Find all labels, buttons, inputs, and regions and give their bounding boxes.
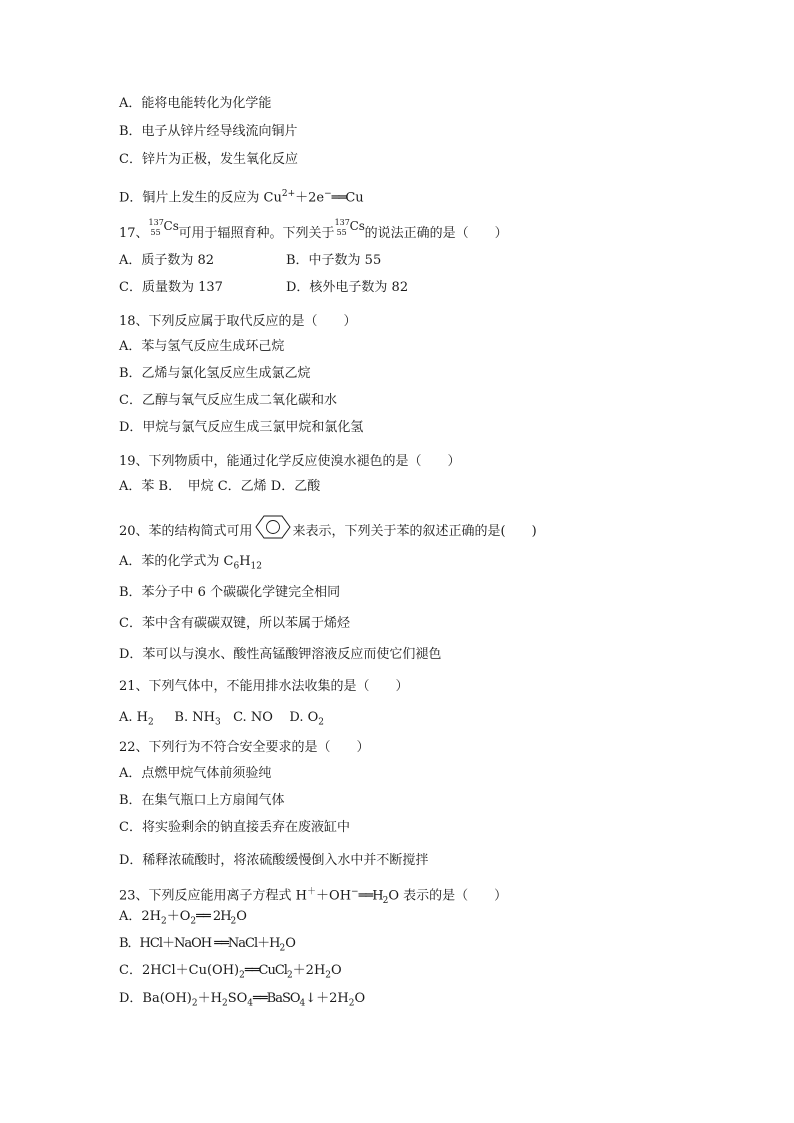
- cs-nuclide-symbol-2: [334, 218, 365, 242]
- benzene-ring-icon: [254, 514, 292, 545]
- q23-a-3: 2: [190, 916, 197, 927]
- q21-option-d: [289, 710, 325, 728]
- q23-d-6: ══BaSO: [253, 991, 300, 1006]
- q23-c-2: ══CuCl: [244, 963, 287, 978]
- q23-b-0: B．HCl＋NaOH ══NaCl＋H: [119, 936, 280, 951]
- q23-stem-sup2: −: [351, 887, 359, 897]
- q17-number: 17、: [119, 226, 149, 241]
- q20-a-prefix: A．苯的化学式为 C: [119, 554, 234, 569]
- q23-d-9: 2: [348, 998, 355, 1009]
- q20-option-c: C．苯中含有碳碳双键，所以苯属于烯烃: [119, 616, 350, 631]
- q23-b-2: O: [285, 936, 296, 951]
- q17-option-b: B．中子数为 55: [286, 253, 382, 268]
- q23-d-4: SO: [227, 991, 248, 1006]
- q21-b-sub: 3: [214, 717, 221, 728]
- q17-option-d: D．核外电子数为 82: [286, 280, 409, 295]
- q22-option-b: B．在集气瓶口上方扇闻气体: [119, 793, 285, 808]
- nuclide-mass-number: 137: [148, 218, 164, 227]
- q23-a-1: 2: [161, 916, 167, 927]
- q18-stem: 18、下列反应属于取代反应的是（ ）: [119, 314, 357, 329]
- q23-d-2: ＋H: [197, 991, 222, 1006]
- q23-option-b: [119, 936, 296, 957]
- q23-d-3: 2: [221, 998, 228, 1009]
- q23-c-4: ＋2H: [292, 963, 326, 978]
- q20-a-h: H: [239, 554, 251, 569]
- q16-option-c: C．锌片为正极，发生氧化反应: [119, 152, 298, 167]
- q20-a-sub1: 6: [233, 561, 240, 572]
- q16-option-a: A．能将电能转化为化学能: [119, 96, 272, 111]
- q18-option-b: B．乙烯与氯化氢反应生成氯乙烷: [119, 366, 311, 381]
- q19-stem: 19、下列物质中，能通过化学反应使溴水褪色的是（ ）: [119, 454, 461, 469]
- q23-c-1: 2: [239, 970, 245, 981]
- q21-a-sub: 2: [148, 717, 154, 728]
- q21-options: [119, 710, 324, 731]
- q20-stem-part2: 来表示，下列关于苯的叙述正确的是( ): [292, 524, 537, 539]
- nuclide-element: Cs: [349, 219, 365, 233]
- q16-d-end: Cu: [345, 190, 364, 206]
- q16-d-sup2: −: [324, 189, 332, 199]
- nuclide-element: Cs: [163, 219, 179, 233]
- q23-a-4: ══ 2H: [196, 909, 231, 924]
- q23-c-6: O: [331, 963, 342, 978]
- q20-option-a: [119, 554, 262, 575]
- q21-a-text: A. H: [119, 710, 148, 725]
- q23-d-7: 4: [299, 998, 306, 1009]
- q23-d-0: D．Ba(OH): [119, 991, 192, 1006]
- nuclide-atomic-number: 55: [150, 228, 161, 237]
- q23-stem-part1: 23、下列反应能用离子方程式 H: [119, 888, 308, 904]
- q23-d-8: ↓＋2H: [305, 991, 349, 1006]
- q16-d-mid: ＋2e: [295, 190, 325, 206]
- q22-option-c: C．将实验剩余的钠直接丢弃在废液缸中: [119, 820, 350, 835]
- q16-d-sup: 2+: [281, 189, 296, 199]
- q23-a-2: ＋O: [166, 909, 191, 924]
- nuclide-atomic-number: 55: [336, 228, 347, 237]
- q20-option-d: D．苯可以与溴水、酸性高锰酸钾溶液反应而使它们褪色: [119, 647, 442, 662]
- q17-stem: [119, 218, 508, 242]
- q23-a-0: A．2H: [119, 909, 161, 924]
- q23-option-c: [119, 963, 342, 984]
- q23-d-5: 4: [247, 998, 253, 1009]
- q23-c-3: 2: [286, 970, 293, 981]
- q23-option-d: [119, 991, 365, 1012]
- q17-option-a: A．质子数为 82: [119, 253, 215, 268]
- q20-option-b: B．苯分子中 6 个碳碳化学键完全相同: [119, 585, 341, 600]
- q16-option-d: [119, 186, 364, 206]
- q17-text1: 可用于辐照育种。下列关于: [178, 226, 335, 241]
- q23-a-5: 2: [230, 916, 237, 927]
- q18-option-c: C．乙醇与氧气反应生成二氧化碳和水: [119, 393, 337, 408]
- q20-stem-part1: 20、苯的结构简式可用: [119, 524, 253, 539]
- q16-d-prefix: D．铜片上发生的反应为 Cu: [119, 190, 282, 206]
- q16-d-arrow: ══: [331, 190, 346, 206]
- q16-option-b: B．电子从锌片经导线流向铜片: [119, 124, 298, 139]
- q23-stem-part2: ＋OH: [316, 888, 352, 904]
- q23-stem-part4: O 表示的是（ ）: [388, 888, 508, 904]
- q21-b-text: B. NH: [174, 710, 215, 725]
- q19-options: A．苯 B． 甲烷 C．乙烯 D．乙酸: [119, 479, 321, 494]
- q21-d-sub: 2: [318, 717, 325, 728]
- q21-option-b: [174, 710, 221, 728]
- q23-stem-sup1: ＋: [307, 887, 317, 897]
- q23-stem: [119, 884, 507, 909]
- q23-stem-part3: ══H: [358, 888, 383, 904]
- q22-option-d: D．稀释浓硫酸时，将浓硫酸缓慢倒入水中并不断搅拌: [119, 853, 429, 868]
- q23-option-a: [119, 909, 247, 930]
- q21-option-c: C. NO: [233, 710, 273, 725]
- q21-d-text: D. O: [289, 710, 319, 725]
- q17-option-c: C．质量数为 137: [119, 280, 223, 295]
- cs-nuclide-symbol: [148, 218, 179, 242]
- q21-stem: 21、下列气体中，不能用排水法收集的是（ ）: [119, 679, 409, 694]
- q23-a-6: O: [236, 909, 247, 924]
- q23-stem-sub: 2: [382, 895, 389, 906]
- q20-a-sub2: 12: [250, 561, 262, 572]
- q23-c-0: C．2HCl＋Cu(OH): [119, 963, 240, 978]
- q21-option-a: [119, 710, 154, 728]
- q22-stem: 22、下列行为不符合安全要求的是（ ）: [119, 740, 370, 755]
- q18-option-a: A．苯与氢气反应生成环己烷: [119, 339, 285, 354]
- nuclide-mass-number: 137: [334, 218, 350, 227]
- q23-b-1: 2: [279, 943, 286, 954]
- q23-c-5: 2: [325, 970, 332, 981]
- q22-option-a: A．点燃甲烷气体前须验纯: [119, 766, 272, 781]
- q20-stem: [119, 524, 537, 545]
- q17-text2: 的说法正确的是（ ）: [364, 226, 508, 241]
- q23-d-10: O: [354, 991, 366, 1006]
- q23-d-1: 2: [191, 998, 198, 1009]
- q18-option-d: D．甲烷与氯气反应生成三氯甲烷和氯化氢: [119, 420, 364, 435]
